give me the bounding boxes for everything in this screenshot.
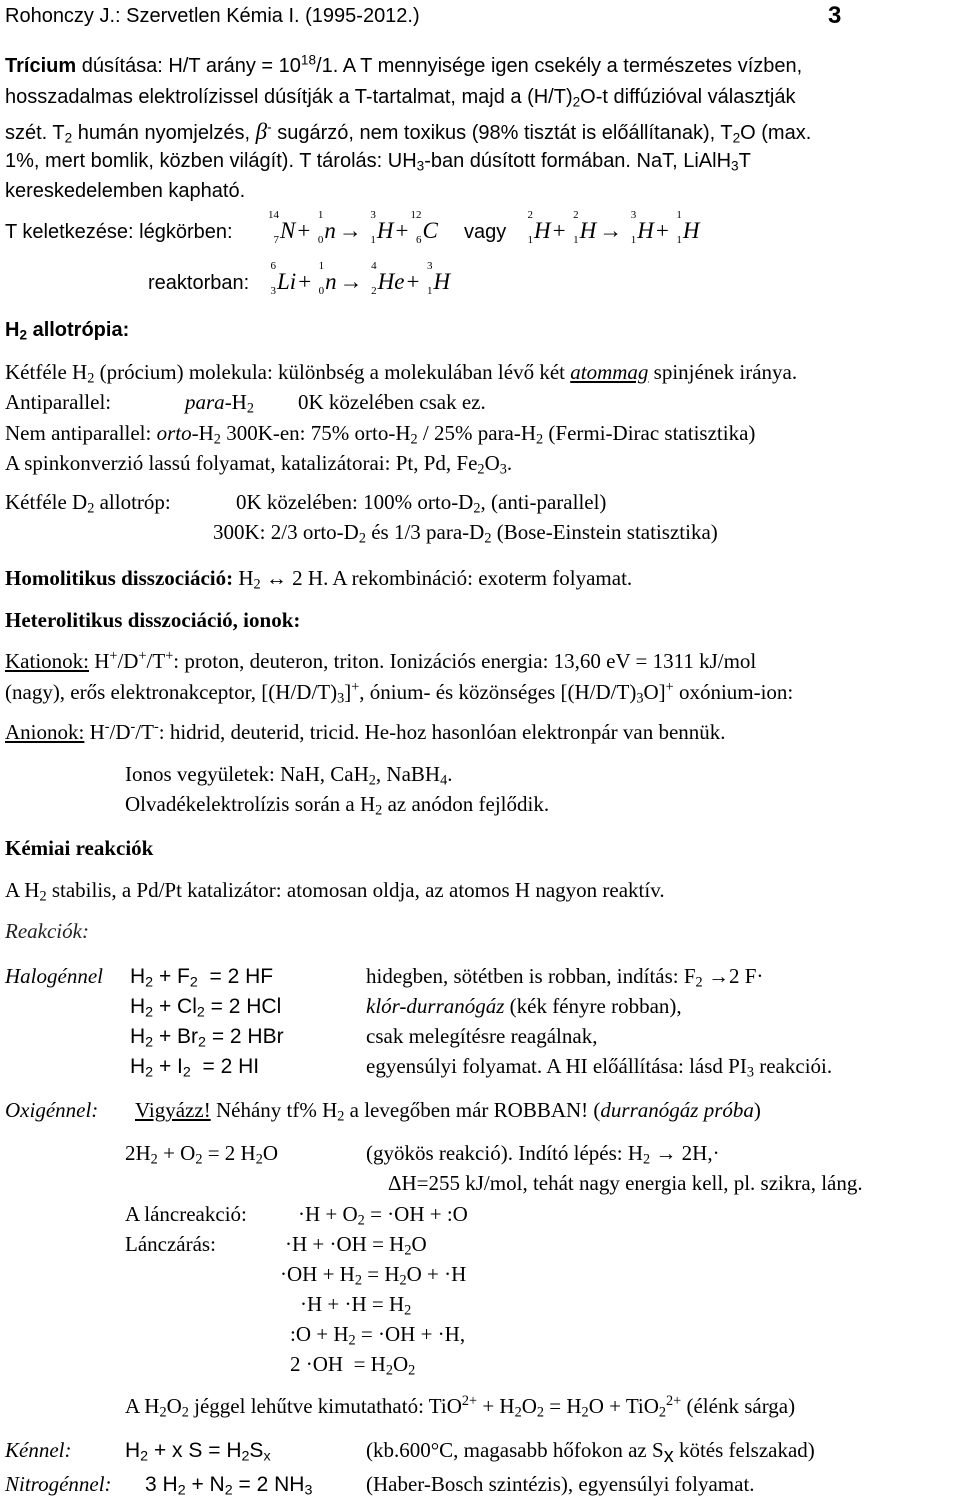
halogen-note-Br: csak melegítésre reagálnak, [366, 1024, 598, 1048]
termination-2: $\cdot OH + H_2 = H_2O + \cdot H$ [280, 1262, 467, 1289]
halogen-note-Cl: klór-durranógáz (kék fényre robban), [366, 994, 682, 1018]
nuclide-indices [365, 209, 377, 246]
tritium-line-4: 1%, mert bomlik, közben világít). T tárolás: $UH_3$-ban dúsított formában. NaT, LiAlH$_3$T [5, 150, 751, 174]
halogen-note-I: egyensúlyi folyamat. A HI előállítása: lásd $PI_3$ reakciói. [366, 1054, 833, 1081]
element-symbol: H [433, 269, 451, 294]
sulfur-equation: $H_2 + x$ $S = H_2S_x$ [125, 1439, 271, 1465]
plus-operator: + [298, 269, 312, 294]
chain-reaction: $\cdot H + O_2 = \cdot OH$ + :O [298, 1202, 468, 1229]
page-number: 3 [828, 2, 842, 29]
tritium-line-1: Trícium dúsítása: H/T arány = $10^{18}/1$. A T mennyisége igen csekély a természetes vízben, [5, 52, 803, 77]
allotropy-heading: $H_2$ allotrópia: [5, 319, 130, 343]
element-symbol: N [280, 218, 296, 243]
nuclear-equation-reactor [265, 260, 451, 297]
heterolytic-heading: Heterolitikus disszociáció, ionok: [5, 608, 301, 632]
chem-stability-line: A $H_2$ stabilis, a Pd/Pt katalizátor: atomosan oldja, az atomos H nagyon reaktív. [5, 878, 665, 905]
atomic-number: 1 [573, 234, 579, 246]
nitrogen-label: Nitrogénnel: [5, 1472, 112, 1496]
nuclide-indices [366, 260, 378, 297]
allotropy-para-note: 0K közelében csak ez. [298, 390, 486, 414]
element-symbol: H [579, 218, 597, 243]
atomic-number: 6 [415, 234, 422, 246]
atomic-number: 2 [371, 285, 377, 297]
oxygen-label: Oxigénnel: [5, 1098, 99, 1122]
oxygen-warning-line: Vigyázz! Néhány tf% $H_2$ a levegőben már ROBBAN! (durranógáz próba) [135, 1098, 761, 1125]
mass-number: 6 [270, 260, 276, 272]
nuclide-indices [313, 260, 325, 297]
oxygen-reaction: $2H_2 + O_2 = 2$ $H_2O$ [125, 1141, 279, 1168]
plus-operator: + [552, 218, 566, 243]
tritium-line-2: hosszadalmas elektrolízissel dúsítják a T-tartalmat, majd a $(H/T)_2O-t$ diffúzióval választják [5, 86, 796, 110]
d2-allotropy-line-2: 300K: 2/3 orto-$D_2$ és 1/3 para-$D_2$ (Bose-Einstein statisztika) [213, 520, 718, 547]
arrow-operator: → [599, 218, 623, 243]
mass-number: 3 [630, 209, 637, 221]
element-symbol: C [422, 218, 438, 243]
mass-number: 4 [371, 260, 377, 272]
mass-number: 2 [573, 209, 579, 221]
reactor-label: reaktorban: [148, 272, 250, 294]
nuclide-indices [421, 260, 433, 297]
plus-operator: + [655, 218, 669, 243]
element-symbol: n [324, 218, 336, 243]
halogen-note-F: hidegben, sötétben is robban, indítás: $F_2 \to 2$ F· [366, 964, 764, 991]
atomic-number: 1 [370, 234, 376, 246]
element-symbol: n [325, 269, 337, 294]
mass-number: 3 [370, 209, 376, 221]
nuclide-indices [671, 209, 683, 246]
arrow-operator: → [339, 269, 363, 294]
chem-reactions-heading: Kémiai reakciók [5, 836, 154, 860]
nuclide-indices [625, 209, 637, 246]
running-header: Rohonczy J.: Szervetlen Kémia I. (1995-2012.) [5, 5, 420, 27]
allotropy-line-2: Antiparallel: [5, 390, 112, 414]
mass-number: 2 [527, 209, 533, 221]
atomic-number: 0 [318, 285, 325, 297]
d2-allotropy-line-1: 0K közelében: 100% orto-$D_2$, (anti-parallel) [236, 490, 607, 517]
plus-operator: + [297, 218, 311, 243]
termination-5: $2 \cdot OH = H_2O_2$ [290, 1352, 416, 1379]
atomic-number: 7 [273, 234, 279, 246]
mass-number: 3 [426, 260, 433, 272]
element-symbol: H [376, 218, 394, 243]
homolytic-line: Homolitikus disszociáció: $H_2$ ↔ 2 H. A rekombináció: exoterm folyamat. [5, 566, 633, 593]
or-word: vagy [464, 221, 507, 243]
element-symbol: H [534, 218, 551, 243]
nuclear-equation-deuterium [522, 209, 700, 246]
nuclide-indices [268, 209, 280, 246]
sulfur-label: Kénnel: [5, 1438, 72, 1462]
atomic-number: 0 [317, 234, 324, 246]
nuclide-indices [522, 209, 534, 246]
termination-label: Lánczárás: [125, 1232, 216, 1256]
nitrogen-equation: 3 $H_2 + N_2 = 2$ $NH_3$ [145, 1473, 313, 1499]
termination-1: $\cdot H + \cdot OH = H_2O$ [285, 1232, 427, 1259]
h2o2-detection-line: A $H_2O_2$ jéggel lehűtve kimutatható: $TiO^{2+} + H_2O_2 = H_2O + TiO_2^{2+}$ (élénk sárga) [125, 1393, 796, 1421]
allotropy-line-3: Nem antiparallel: orto-$H_2$ 300K-en: 75% orto-$H_2 / 25\%$ para-$H_2$ (Fermi-Dirac statisztika) [5, 421, 756, 448]
mass-number: 12 [410, 209, 422, 221]
allotropy-para: para-$H_2$ [185, 390, 254, 417]
mass-number: 14 [268, 209, 279, 221]
element-symbol: H [682, 218, 700, 243]
tritium-line-5: kereskedelemben kapható. [5, 180, 246, 202]
tritium-line-3: szét. $T_2$ humán nyomjelzés, β- sugárzó, nem toxikus (98% tisztát is előállítanak), $T_2O$ (max. [5, 119, 812, 146]
oxygen-initiation-note: (gyökös reakció). Indító lépés: $H_2 \to 2H,\cdot$ [366, 1141, 720, 1168]
atomic-number: 1 [527, 234, 533, 246]
nuclide-indices [312, 209, 324, 246]
ionic-compounds-line: Ionos vegyületek: NaH, CaH$_2$, NaBH$_4$. [125, 762, 453, 789]
oxygen-enthalpy-note: ΔH=255 kJ/mol, tehát nagy energia kell, pl. szikra, láng. [388, 1171, 863, 1195]
halogen-label: Halogénnel [5, 964, 103, 988]
atomic-number: 1 [426, 285, 433, 297]
atomic-number: 1 [676, 234, 682, 246]
cations-line-1: Kationok: H+/D+/T+: proton, deuteron, triton. Ionizációs energia: 13,60 eV = 1311 kJ/mol [5, 648, 757, 673]
chain-label: A láncreakció: [125, 1202, 247, 1226]
nitrogen-note: (Haber-Bosch szintézis), egyensúlyi folyamat. [366, 1472, 755, 1496]
anions-line: Anionok: H-/D-/T-: hidrid, deuterid, tricid. He-hoz hasonlóan elektronpár van bennük. [5, 719, 726, 744]
termination-4: :O + $H_2 = \cdot OH + \cdot H$, [290, 1322, 466, 1349]
formation-label: T keletkezése: légkörben: [5, 221, 233, 243]
mass-number: 1 [676, 209, 682, 221]
halogen-eq-I: $H_2 + I_2 = 2$ HI [130, 1055, 260, 1081]
arrow-operator: → [338, 218, 362, 243]
nuclide-indices [410, 209, 422, 246]
atomic-number: 3 [270, 285, 276, 297]
d2-allotropy-label: Kétféle $D_2$ allotróp: [5, 490, 171, 517]
nuclide-indices [265, 260, 277, 297]
element-symbol: Li [277, 269, 297, 294]
cations-line-2: (nagy), erős elektronakceptor, $[(H/D/T)_3]^+$, ónium- és közönséges $[(H/D/T)_3O]^+$ oxónium-ion: [5, 679, 794, 707]
sulfur-note: (kb.600°C, magasabb hőfokon az $S_x$ kötés felszakad) [366, 1438, 815, 1467]
atomic-number: 1 [630, 234, 637, 246]
atommag-link[interactable]: atommag [570, 360, 649, 384]
plus-operator: + [395, 218, 409, 243]
allotropy-line-1: Kétféle $H_2$ (prócium) molekula: különbség a molekulában lévő két atommag spinjének iránya. [5, 360, 798, 387]
electrolysis-line: Olvadékelektrolízis során a $H_2$ az anódon fejlődik. [125, 792, 550, 819]
mass-number: 1 [318, 260, 325, 272]
plus-operator: + [406, 269, 420, 294]
element-symbol: He [377, 269, 405, 294]
halogen-eq-Br: $H_2 + Br_2 = 2$ HBr [130, 1025, 284, 1051]
termination-3: $\cdot H + \cdot H = H_2$ [300, 1292, 412, 1319]
element-symbol: H [637, 218, 654, 243]
halogen-eq-Cl: $H_2 + Cl_2 = 2$ HCl [130, 995, 282, 1021]
allotropy-line-4: A spinkonverzió lassú folyamat, katalizátorai: Pt, Pd, $Fe_2O_3$. [5, 451, 513, 478]
nuclear-equation-atmosphere [268, 209, 438, 246]
reactions-label: Reakciók: [5, 919, 89, 943]
nuclide-indices [568, 209, 580, 246]
mass-number: 1 [317, 209, 324, 221]
halogen-eq-F: $H_2 + F_2 = 2$ HF [130, 965, 274, 991]
